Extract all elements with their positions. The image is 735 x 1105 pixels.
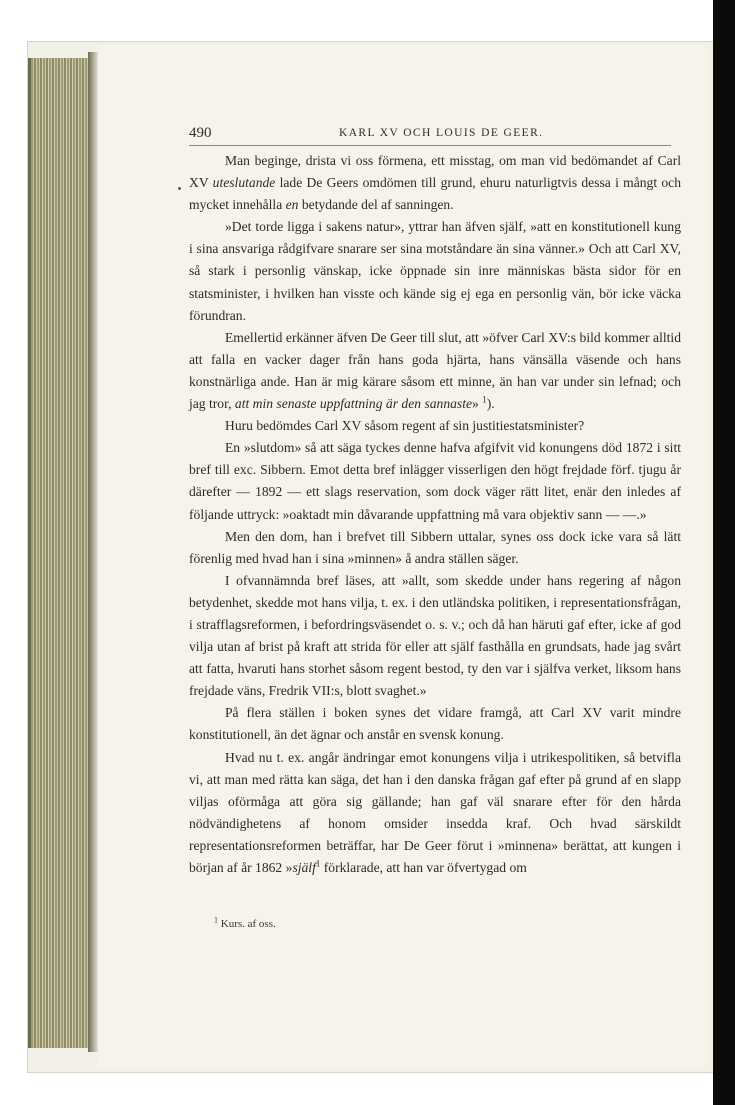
text-run: Man beginge, drista vi oss förmena, ett misstag, om man vid bedömandet af Carl XV — [189, 153, 681, 191]
footnote-marker: 1 — [214, 915, 218, 925]
paragraph — [189, 437, 681, 525]
text-run: »Det torde ligga i sakens natur», yttrar han äfven själf, »att en konstitutionell kung i sina ansvariga rådgifvare snarare ser sina motståndare än sina vänner.» Och att Carl XV, så stark i personlig vänskap, icke öppnade sin inre människas bästa sidor för en statsminister, i hvilken han visste och kände sig ej ega en personlig vän, bör icke väcka förundran. — [189, 219, 681, 323]
text-run: ). — [486, 396, 495, 412]
paragraph — [189, 327, 681, 415]
footnote-reference: 1 — [482, 394, 487, 405]
page-header — [189, 125, 671, 146]
text-run: Huru bedömdes Carl XV såsom regent af sin justitiestatsminister? — [225, 418, 585, 434]
footnote — [214, 915, 276, 930]
text-run: » — [472, 396, 483, 412]
paragraph — [189, 526, 681, 570]
page-stack-edge — [28, 58, 95, 1048]
scan-top-margin — [0, 0, 735, 6]
paragraph — [189, 150, 681, 216]
italic-text: själf — [292, 860, 316, 875]
paragraph — [189, 216, 681, 326]
paragraph — [189, 415, 681, 437]
italic-text: uteslutande — [212, 175, 276, 191]
running-head: KARL XV OCH LOUIS DE GEER. — [339, 127, 544, 139]
paragraph — [189, 702, 681, 746]
text-run: betydande del af sanningen. — [298, 197, 454, 213]
gutter-shadow — [88, 52, 98, 1052]
text-run: På flera ställen i boken synes det vidare framgå, att Carl XV varit mindre konstitutionell, än det ägnar och anstår en svensk konung. — [189, 705, 681, 743]
body-text — [189, 150, 681, 879]
text-run: lade De Geers omdömen till grund, ehuru naturligtvis dessa i mångt och mycket innehålla — [189, 175, 681, 213]
footnote-reference: 1 — [315, 858, 321, 869]
italic-text: att min senaste uppfattning är den sannaste — [234, 396, 473, 412]
italic-text: en — [285, 197, 299, 213]
paragraph — [189, 747, 681, 880]
page-number: 490 — [189, 125, 212, 141]
text-run: Men den dom, han i brefvet till Sibbern uttalar, synes oss dock icke vara så lätt förenlig med hvad han i sina »minnen» å andra ställen säger. — [189, 528, 681, 566]
text-run: En »slutdom» så att säga tyckes denne hafva afgifvit vid konungens död 1872 i sitt bref till exc. Sibbern. Emot detta bref inlägger visserligen den högt frejdade förf. tjugu år därefter — 1892 — ett slags reservation, som dock väger rätt litet, enär den inledes af följande uttryck: »oaktadt min dåvarande uppfattning må vara objektiv sann — —.» — [189, 440, 681, 522]
paragraph — [189, 570, 681, 703]
footnote-text: Kurs. af oss. — [220, 918, 276, 930]
text-run: I ofvannämnda bref läses, att »allt, som skedde under hans regering af någon betydenhet, skedde mot hans vilja, t. ex. i den utländska politiken, i representationsfrågan, i strafflagsreformen, i befordringsväsendet o. s. v.; och då han häruti gaf efter, icke af god vilja utan af brist på kraft att strida för eller att själf fasthålla en grundsats, hade jag svårt att fatta, hvaruti hans storhet såsom regent bestod, ty den var i själfva verket, liksom hans frejdade väns, Fredrik VII:s, blott svaghet.» — [189, 572, 681, 699]
text-run: förklarade, att han var öfvertygad om — [320, 860, 527, 875]
text-run: Hvad nu t. ex. angår ändringar emot konungens vilja i utrikespolitiken, så betvifla vi, att man med rätta kan säga, det han i den danska frågan gaf efter på grund af en slapp viljas oförmåga att göra sig gällande; han gaf väl snarare efter för den hårda nödvändighetens af honom omsider insedda kraf. Och hvad särskildt representationsreformen beträffar, har De Geer förut i »minnena» berättat, att kungen i början af år 1862 » — [189, 749, 681, 875]
scan-dark-border — [713, 0, 735, 1105]
ink-speck — [178, 187, 181, 190]
text-run: Emellertid erkänner äfven De Geer till slut, att »öfver Carl XV:s bild kommer alltid att falla en vacker dager från hans goda hjärta, hans vänsälla väsende och hans konstnärliga ande. Han är mig kärare såsom ett minne, än han var under sin lefnad; och jag tror, — [189, 329, 681, 412]
